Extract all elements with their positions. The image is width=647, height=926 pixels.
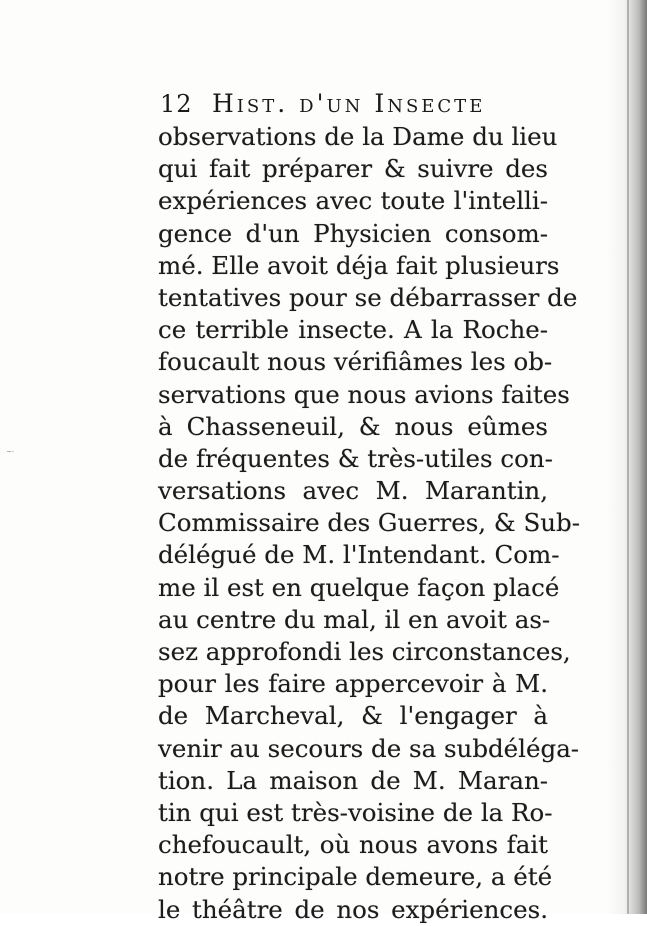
text-line: gence d'un Physicien consom- (158, 218, 548, 248)
text-line: de fréquentes & très-utiles con- (158, 443, 553, 473)
text-line: venir au secours de sa subdéléga- (158, 733, 580, 763)
text-line: tion. La maison de M. Maran- (158, 765, 548, 795)
page-header (160, 84, 560, 124)
text-line: versations avec M. Marantin, (158, 476, 548, 506)
margin-mark: ~· (6, 448, 15, 456)
text-line: notre principale demeure, a été (158, 862, 553, 892)
text-line: ce terrible insecte. A la Roche- (158, 315, 548, 345)
text-line: tentatives pour se débarrasser de (158, 282, 578, 312)
page-edge-line (627, 0, 629, 914)
text-line: chefoucault, où nous avons fait (158, 830, 548, 860)
text-line: foucault nous vérifiâmes les ob- (158, 347, 553, 377)
text-line: me il est en quelque façon placé (158, 572, 560, 602)
text-line: qui fait préparer & suivre des (158, 154, 548, 184)
text-line: au centre du mal, il en avoit as- (158, 604, 551, 634)
text-line: à Chasseneuil, & nous eûmes (158, 411, 548, 441)
text-line: le théâtre de nos expériences. (158, 894, 548, 924)
text-line: de Marcheval, & l'engager à (158, 701, 548, 731)
text-line: sez approfondi les circonstances, (158, 637, 571, 666)
text-line: délégué de M. l'Intendant. Com- (158, 540, 560, 570)
running-head: Hist. d'un Insecte (212, 89, 486, 118)
page-number: 12 (160, 90, 193, 118)
text-line: mé. Elle avoit déja fait plusieurs (158, 250, 560, 280)
text-line: observations de la Dame du lieu (158, 122, 558, 151)
text-line: Commissaire des Guerres, & Sub- (158, 508, 580, 538)
text-line: expériences avec toute l'intelli- (158, 186, 548, 216)
text-line: tin qui est très-voisine de la Ro- (158, 797, 553, 827)
body-text (158, 121, 580, 926)
text-line: servations que nous avions faites (158, 379, 570, 409)
text-line: pour les faire appercevoir à M. (158, 669, 548, 699)
